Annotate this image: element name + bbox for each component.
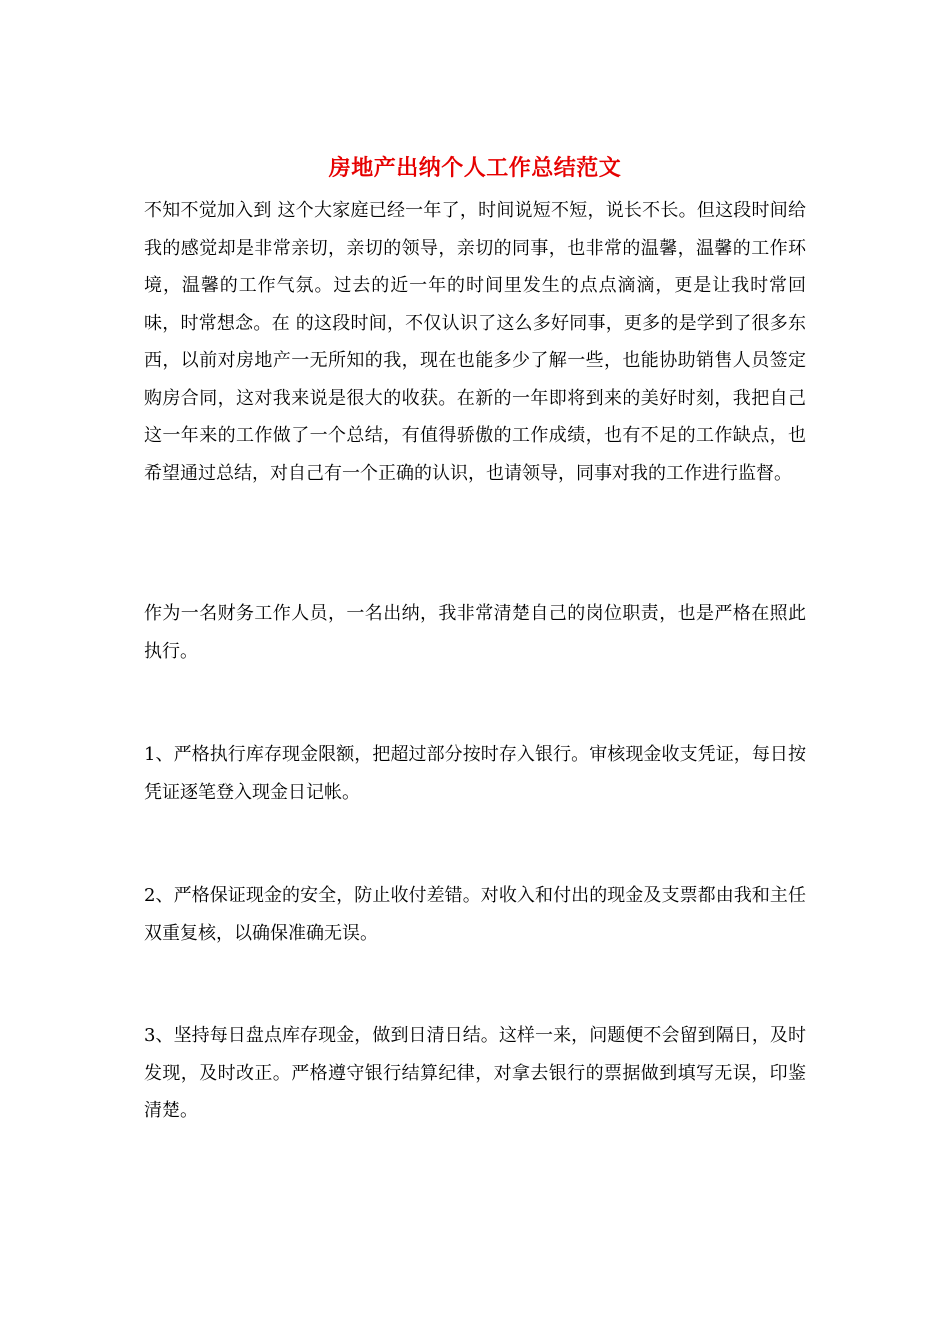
role-paragraph: 作为一名财务工作人员，一名出纳，我非常清楚自己的岗位职责，也是严格在照此执行。 [144, 603, 806, 662]
duty-item-1: 1、严格执行库存现金限额，把超过部分按时存入银行。审核现金收支凭证，每日按凭证逐笔登入现金日记帐。 [144, 744, 806, 803]
duty-item-3: 3、坚持每日盘点库存现金，做到日清日结。这样一来，问题便不会留到隔日，及时发现，及时改正。严格遵守银行结算纪律，对拿去银行的票据做到填写无误，印鉴清楚。 [144, 1025, 806, 1121]
duty-item-2: 2、严格保证现金的安全，防止收付差错。对收入和付出的现金及支票都由我和主任双重复核，以确保准确无误。 [144, 885, 806, 944]
intro-paragraph: 不知不觉加入到 这个大家庭已经一年了，时间说短不短，说长不长。但这段时间给我的感觉却是非常亲切，亲切的领导，亲切的同事，也非常的温馨，温馨的工作环境，温馨的工作气氛。过去的近一年的时间里发生的点点滴滴，更是让我时常回味，时常想念。在 的这段时间，不仅认识了这么多好同事，更多的是学到了很多东西，以前对房地产一无所知的我，现在也能多少了解一些，也能协助销售人员签定购房合同，这对我来说是很大的收获。在新的一年即将到来的美好时刻，我把自己这一年来的工作做了一个总结，有值得骄傲的工作成绩，也有不足的工作缺点，也希望通过总结，对自己有一个正确的认识，也请领导，同事对我的工作进行监督。 [144, 200, 806, 484]
document-title: 房地产出纳个人工作总结范文 [328, 155, 622, 181]
